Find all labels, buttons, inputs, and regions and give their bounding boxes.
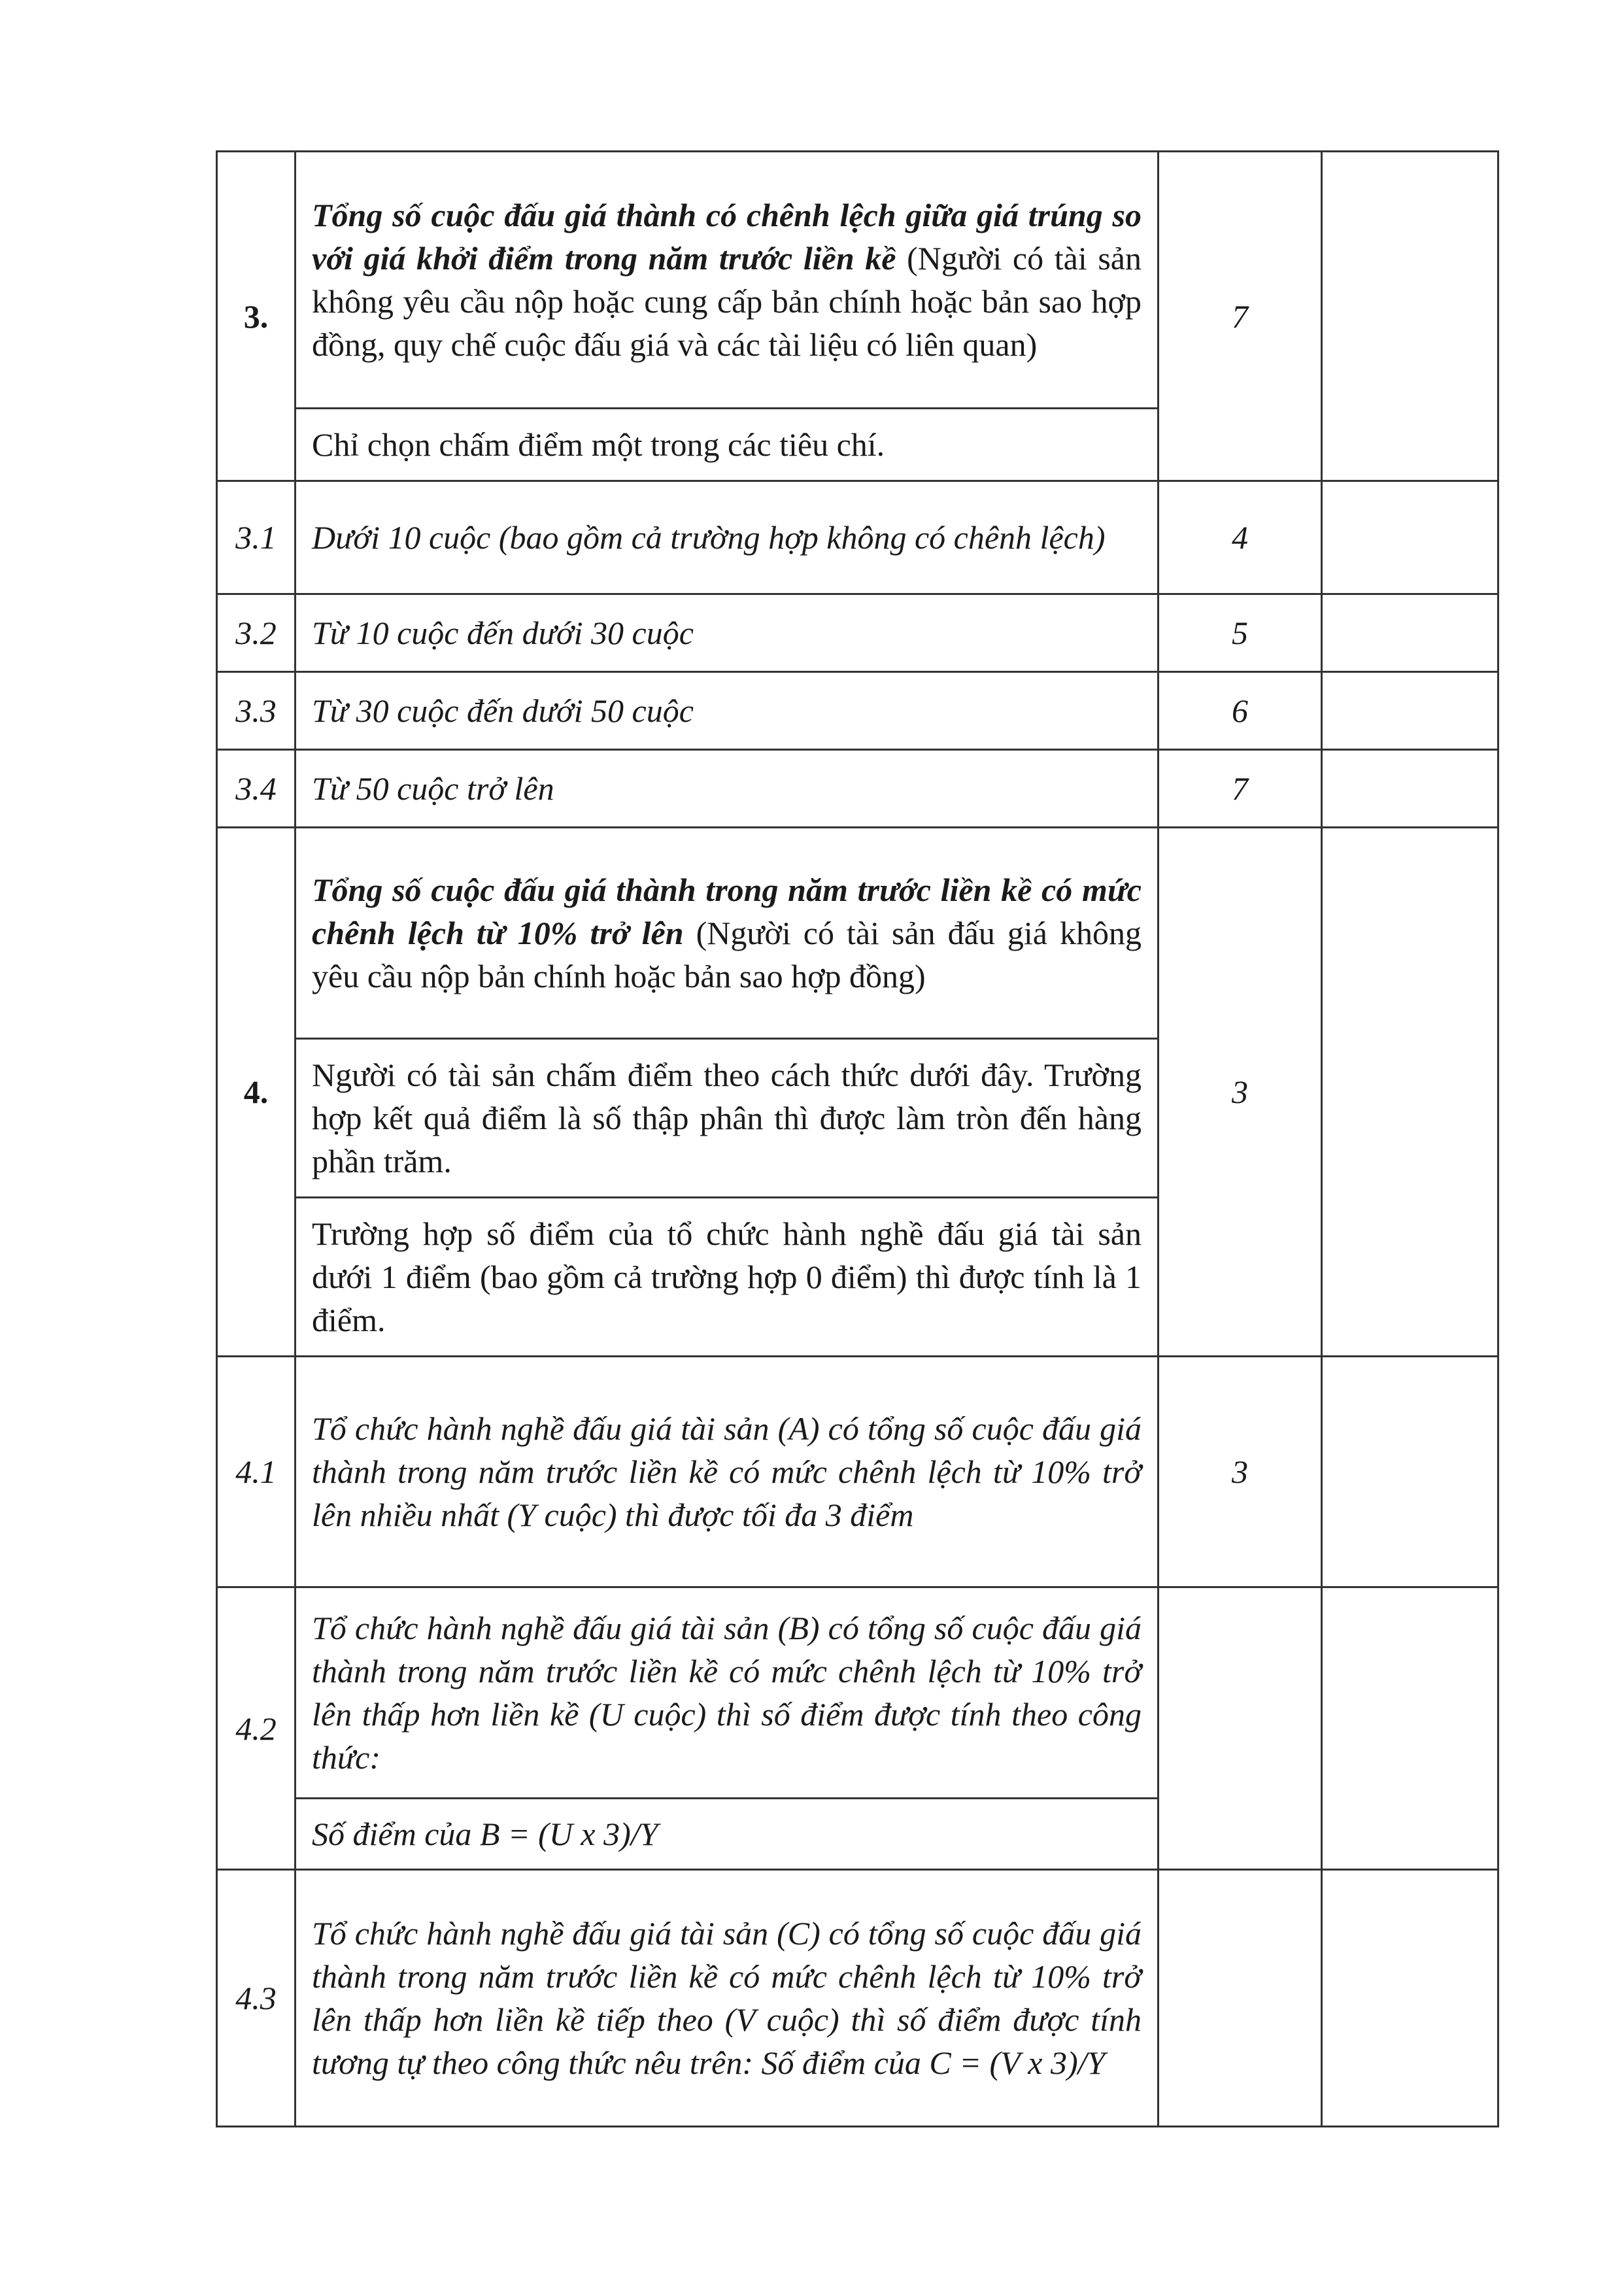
row-number: 3.1 xyxy=(217,481,296,594)
awarded-score-cell xyxy=(1322,672,1498,750)
max-score xyxy=(1159,1587,1322,1870)
minimum-score-rule: Trường hợp số điểm của tổ chức hành nghề đấu giá tài sản dưới 1 điểm (bao gồm cả trường hợp 0 điểm) thì được tính là 1 điểm. xyxy=(296,1198,1159,1357)
criterion-option: Tổ chức hành nghề đấu giá tài sản (C) có tổng số cuộc đấu giá thành trong năm trước liền kề có mức chênh lệch từ 10% trở lên thấp hơn liền kề tiếp theo (V cuộc) thì số điểm được tính tương tự theo công thức nêu trên: Số điểm của C = (V x 3)/Y xyxy=(296,1870,1159,2127)
scoring-criteria-table xyxy=(216,150,1499,2127)
row-number: 4.1 xyxy=(217,1357,296,1587)
criterion-description xyxy=(296,152,1159,409)
awarded-score-cell xyxy=(1322,1870,1498,2127)
criterion-instruction: Chỉ chọn chấm điểm một trong các tiêu chí. xyxy=(296,409,1159,481)
max-score: 4 xyxy=(1159,481,1322,594)
awarded-score-cell xyxy=(1322,481,1498,594)
criterion-option: Tổ chức hành nghề đấu giá tài sản (B) có tổng số cuộc đấu giá thành trong năm trước liền kề có mức chênh lệch từ 10% trở lên thấp hơn liền kề (U cuộc) thì số điểm được tính theo công thức: xyxy=(296,1587,1159,1799)
criterion-description xyxy=(296,828,1159,1039)
max-score xyxy=(1159,1870,1322,2127)
criterion-title: Tổng số cuộc đấu giá thành trong năm trước liền kề có mức chênh lệch từ 10% trở lên xyxy=(312,872,1142,951)
row-number: 3.2 xyxy=(217,594,296,672)
awarded-score-cell xyxy=(1322,828,1498,1357)
awarded-score-cell xyxy=(1322,152,1498,481)
row-number: 3.4 xyxy=(217,750,296,828)
max-score: 5 xyxy=(1159,594,1322,672)
row-number: 4.3 xyxy=(217,1870,296,2127)
criterion-note: (Người có tài sản không yêu cầu nộp hoặc cung cấp bản chính hoặc bản sao hợp đồng, quy chế cuộc đấu giá và các tài liệu có liên quan) xyxy=(312,240,1142,363)
max-score: 3 xyxy=(1159,1357,1322,1587)
criterion-option: Từ 10 cuộc đến dưới 30 cuộc xyxy=(296,594,1159,672)
max-score: 6 xyxy=(1159,672,1322,750)
table-row xyxy=(217,1357,1498,1587)
table-row xyxy=(217,828,1498,1039)
awarded-score-cell xyxy=(1322,1587,1498,1870)
awarded-score-cell xyxy=(1322,750,1498,828)
table-row xyxy=(217,1870,1498,2127)
max-score: 3 xyxy=(1159,828,1322,1357)
criterion-option: Từ 30 cuộc đến dưới 50 cuộc xyxy=(296,672,1159,750)
table-row xyxy=(217,750,1498,828)
max-score: 7 xyxy=(1159,750,1322,828)
row-number: 4. xyxy=(217,828,296,1357)
criterion-note: (Người có tài sản đấu giá không yêu cầu nộp bản chính hoặc bản sao hợp đồng) xyxy=(312,915,1142,994)
awarded-score-cell xyxy=(1322,1357,1498,1587)
criterion-option: Tổ chức hành nghề đấu giá tài sản (A) có tổng số cuộc đấu giá thành trong năm trước liền kề có mức chênh lệch từ 10% trở lên nhiều nhất (Y cuộc) thì được tối đa 3 điểm xyxy=(296,1357,1159,1587)
criterion-title: Tổng số cuộc đấu giá thành có chênh lệch giữa giá trúng so với giá khởi điểm trong năm trước liền kề xyxy=(312,197,1142,277)
table-row xyxy=(217,152,1498,409)
awarded-score-cell xyxy=(1322,594,1498,672)
row-number: 3. xyxy=(217,152,296,481)
max-score: 7 xyxy=(1159,152,1322,481)
table-row xyxy=(217,1587,1498,1799)
row-number: 4.2 xyxy=(217,1587,296,1870)
row-number: 3.3 xyxy=(217,672,296,750)
table-row xyxy=(217,481,1498,594)
criterion-option: Từ 50 cuộc trở lên xyxy=(296,750,1159,828)
scoring-method: Người có tài sản chấm điểm theo cách thức dưới đây. Trường hợp kết quả điểm là số thập phân thì được làm tròn đến hàng phần trăm. xyxy=(296,1039,1159,1198)
table-row xyxy=(217,594,1498,672)
criterion-option: Dưới 10 cuộc (bao gồm cả trường hợp không có chênh lệch) xyxy=(296,481,1159,594)
score-formula: Số điểm của B = (U x 3)/Y xyxy=(296,1799,1159,1870)
table-row xyxy=(217,672,1498,750)
